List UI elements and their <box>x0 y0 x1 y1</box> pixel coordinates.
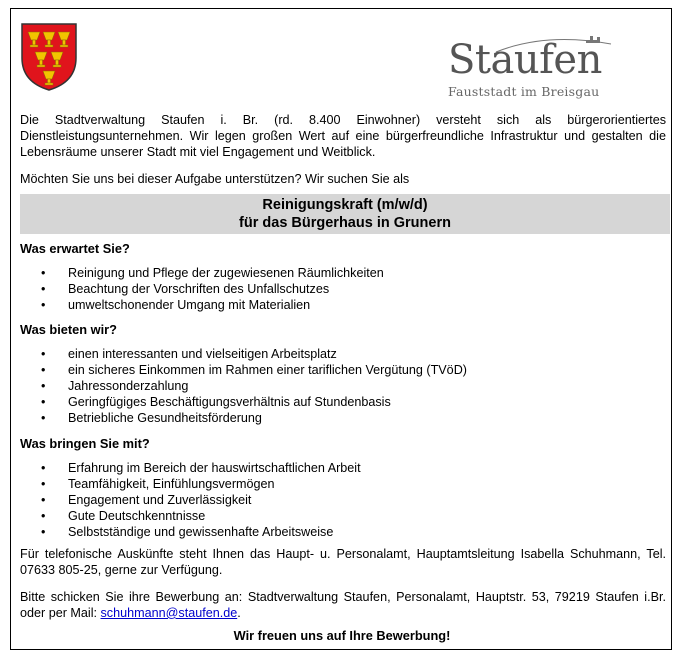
job-title: Reinigungskraft (m/w/d) <box>262 197 428 213</box>
list-item: • einen interessanten und vielseitigen Arbeitsplatz <box>20 346 467 362</box>
contact-info: Für telefonische Auskünfte steht Ihnen das Haupt- u. Personalamt, Hauptamtsleitung Isabella Schuhmann, Tel. 07633 805-25, gerne zur Verfügung. <box>20 547 666 577</box>
job-title-banner <box>20 194 670 234</box>
list-item: • Beachtung der Vorschriften des Unfallschutzes <box>20 281 384 297</box>
section-heading-bring: Was bringen Sie mit? <box>20 436 150 451</box>
intro-question: Möchten Sie uns bei dieser Aufgabe unterstützen? Wir suchen Sie als <box>20 172 410 186</box>
list-item: • Reinigung und Pflege der zugewiesenen Räumlichkeiten <box>20 265 384 281</box>
email-link[interactable]: schuhmann@staufen.de <box>100 605 238 620</box>
list-item: • Betriebliche Gesundheitsförderung <box>20 410 467 426</box>
section-heading-expect: Was erwartet Sie? <box>20 241 130 256</box>
job-location: für das Bürgerhaus in Grunern <box>239 215 451 231</box>
list-item: • Selbstständige und gewissenhafte Arbeitsweise <box>20 524 361 540</box>
application-end: . <box>237 605 241 620</box>
staufen-logo <box>436 30 636 104</box>
list-item: • Jahressonderzahlung <box>20 378 467 394</box>
list-item: • Teamfähigkeit, Einfühlungsvermögen <box>20 476 361 492</box>
list-item: • ein sicheres Einkommen im Rahmen einer tariflichen Vergütung (TVöD) <box>20 362 467 378</box>
logo-wordmark: Staufen <box>448 37 602 83</box>
section-heading-offer: Was bieten wir? <box>20 322 117 337</box>
list-item: • Geringfügiges Beschäftigungsverhältnis auf Stundenbasis <box>20 394 467 410</box>
closing-line: Wir freuen uns auf Ihre Bewerbung! <box>233 628 451 643</box>
list-bring <box>20 460 361 540</box>
intro-paragraph: Die Stadtverwaltung Staufen i. Br. (rd. 8.400 Einwohner) versteht sich als bürgerorientiertes Dienstleistungsunternehmen. Wir legen großen Wert auf eine bürgerfreundliche Infrastruktur und gestalten die Lebensräume unserer Stadt mit viel Engagement und Weitblick. <box>20 113 666 159</box>
list-item: • Engagement und Zuverlässigkeit <box>20 492 361 508</box>
list-expect <box>20 265 384 313</box>
logo-tagline: Fauststadt im Breisgau <box>448 84 600 99</box>
list-item: • umweltschonender Umgang mit Materialien <box>20 297 384 313</box>
application-text: Bitte schicken Sie ihre Bewerbung an: Stadtverwaltung Staufen, Personalamt, Hauptstr. 53, 79219 Staufen i.Br. oder per Mail: <box>20 590 666 620</box>
application-info <box>20 590 666 622</box>
list-item: • Erfahrung im Bereich der hauswirtschaftlichen Arbeit <box>20 460 361 476</box>
staufen-coat-of-arms-icon <box>20 22 78 92</box>
list-offer <box>20 346 467 426</box>
list-item: • Gute Deutschkenntnisse <box>20 508 361 524</box>
